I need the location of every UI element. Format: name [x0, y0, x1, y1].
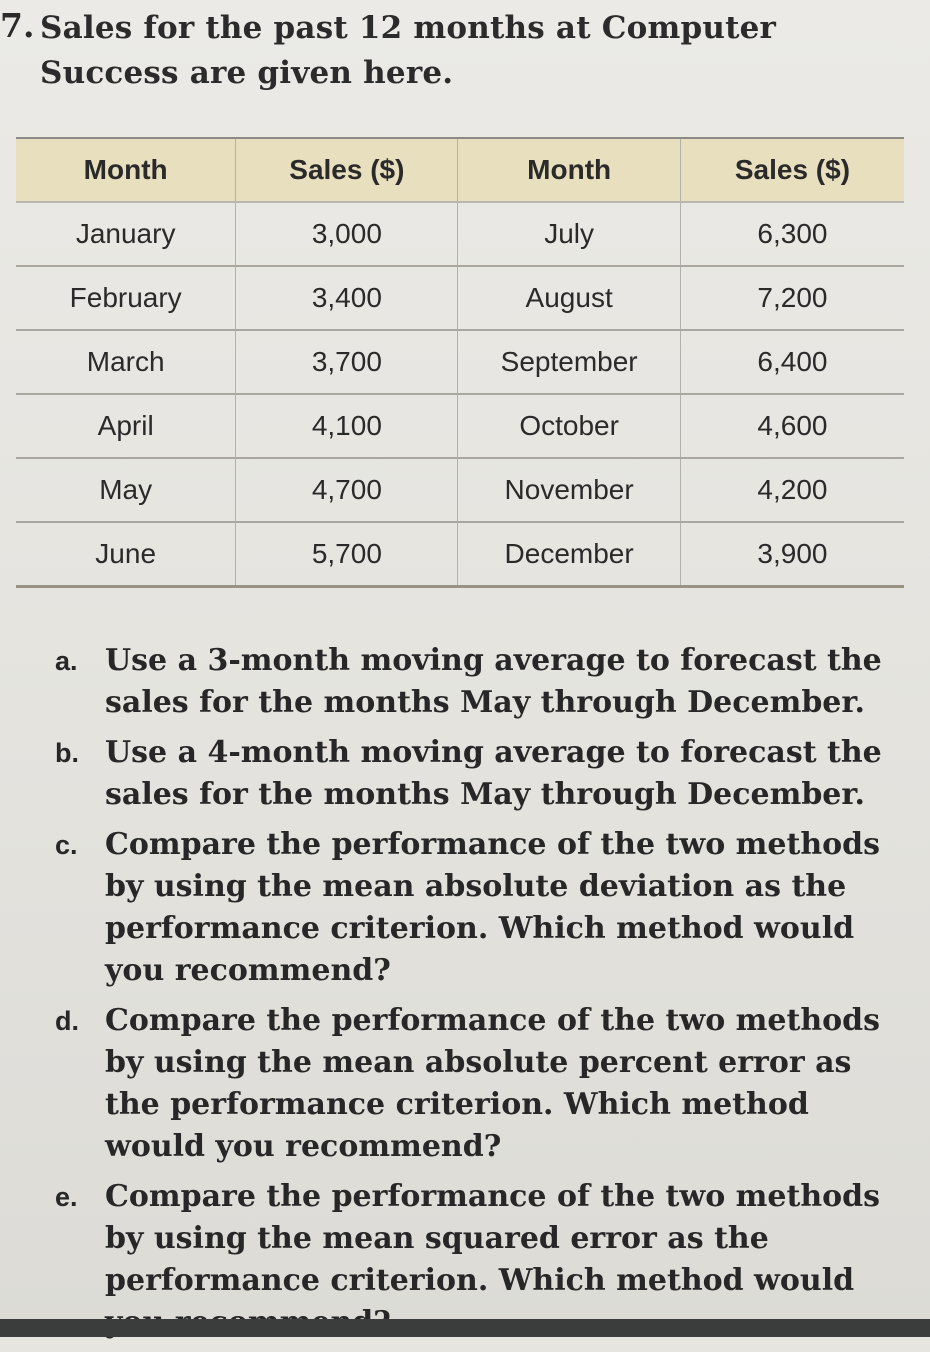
- question-text: Use a 4-month moving average to forecast the sales for the months May through December.: [105, 735, 882, 812]
- sales-table: [16, 137, 904, 588]
- month-cell: September: [458, 330, 680, 394]
- sales-cell: 7,200: [680, 266, 904, 330]
- header-sales-1: Sales ($): [236, 138, 458, 202]
- header-month-2: Month: [458, 138, 680, 202]
- month-cell: July: [458, 202, 680, 266]
- problem-intro: Sales for the past 12 months at Computer Success are given here.: [40, 10, 777, 91]
- problem-number: 7.: [0, 6, 35, 45]
- table-row: [16, 458, 904, 522]
- question-letter: e.: [55, 1182, 78, 1212]
- month-cell: June: [16, 522, 236, 587]
- sales-cell: 4,100: [236, 394, 458, 458]
- screen-edge-bar: [0, 1319, 930, 1337]
- month-cell: March: [16, 330, 236, 394]
- table-row: [16, 266, 904, 330]
- question-d: [55, 1000, 905, 1168]
- question-a: [55, 640, 905, 724]
- question-letter: b.: [55, 738, 79, 768]
- month-cell: February: [16, 266, 236, 330]
- question-text: Use a 3-month moving average to forecast the sales for the months May through December.: [105, 643, 882, 720]
- question-text: Compare the performance of the two methods by using the mean absolute deviation as the performance criterion. Which method would you recommend?: [105, 827, 881, 988]
- question-letter: a.: [55, 646, 78, 676]
- sales-cell: 3,400: [236, 266, 458, 330]
- question-c: [55, 824, 905, 992]
- sales-cell: 3,700: [236, 330, 458, 394]
- sales-cell: 6,300: [680, 202, 904, 266]
- sales-cell: 3,900: [680, 522, 904, 587]
- sales-cell: 3,000: [236, 202, 458, 266]
- month-cell: November: [458, 458, 680, 522]
- month-cell: August: [458, 266, 680, 330]
- month-cell: January: [16, 202, 236, 266]
- sales-cell: 4,700: [236, 458, 458, 522]
- header-sales-2: Sales ($): [680, 138, 904, 202]
- table-row: [16, 202, 904, 266]
- month-cell: May: [16, 458, 236, 522]
- question-letter: c.: [55, 830, 78, 860]
- table-row: [16, 394, 904, 458]
- table-row: [16, 330, 904, 394]
- month-cell: October: [458, 394, 680, 458]
- sales-cell: 4,600: [680, 394, 904, 458]
- sales-cell: 6,400: [680, 330, 904, 394]
- question-b: [55, 732, 905, 816]
- table-header-row: [16, 138, 904, 202]
- question-list: [55, 640, 905, 1352]
- month-cell: April: [16, 394, 236, 458]
- sales-cell: 5,700: [236, 522, 458, 587]
- question-text: Compare the performance of the two methods by using the mean squared error as the performance criterion. Which method would: [105, 1179, 881, 1298]
- header-month-1: Month: [16, 138, 236, 202]
- table-row: [16, 522, 904, 587]
- month-cell: December: [458, 522, 680, 587]
- sales-cell: 4,200: [680, 458, 904, 522]
- question-text: Compare the performance of the two methods by using the mean absolute percent error as the performance criterion. Which method would you recommend?: [105, 1003, 881, 1164]
- question-letter: d.: [55, 1006, 79, 1036]
